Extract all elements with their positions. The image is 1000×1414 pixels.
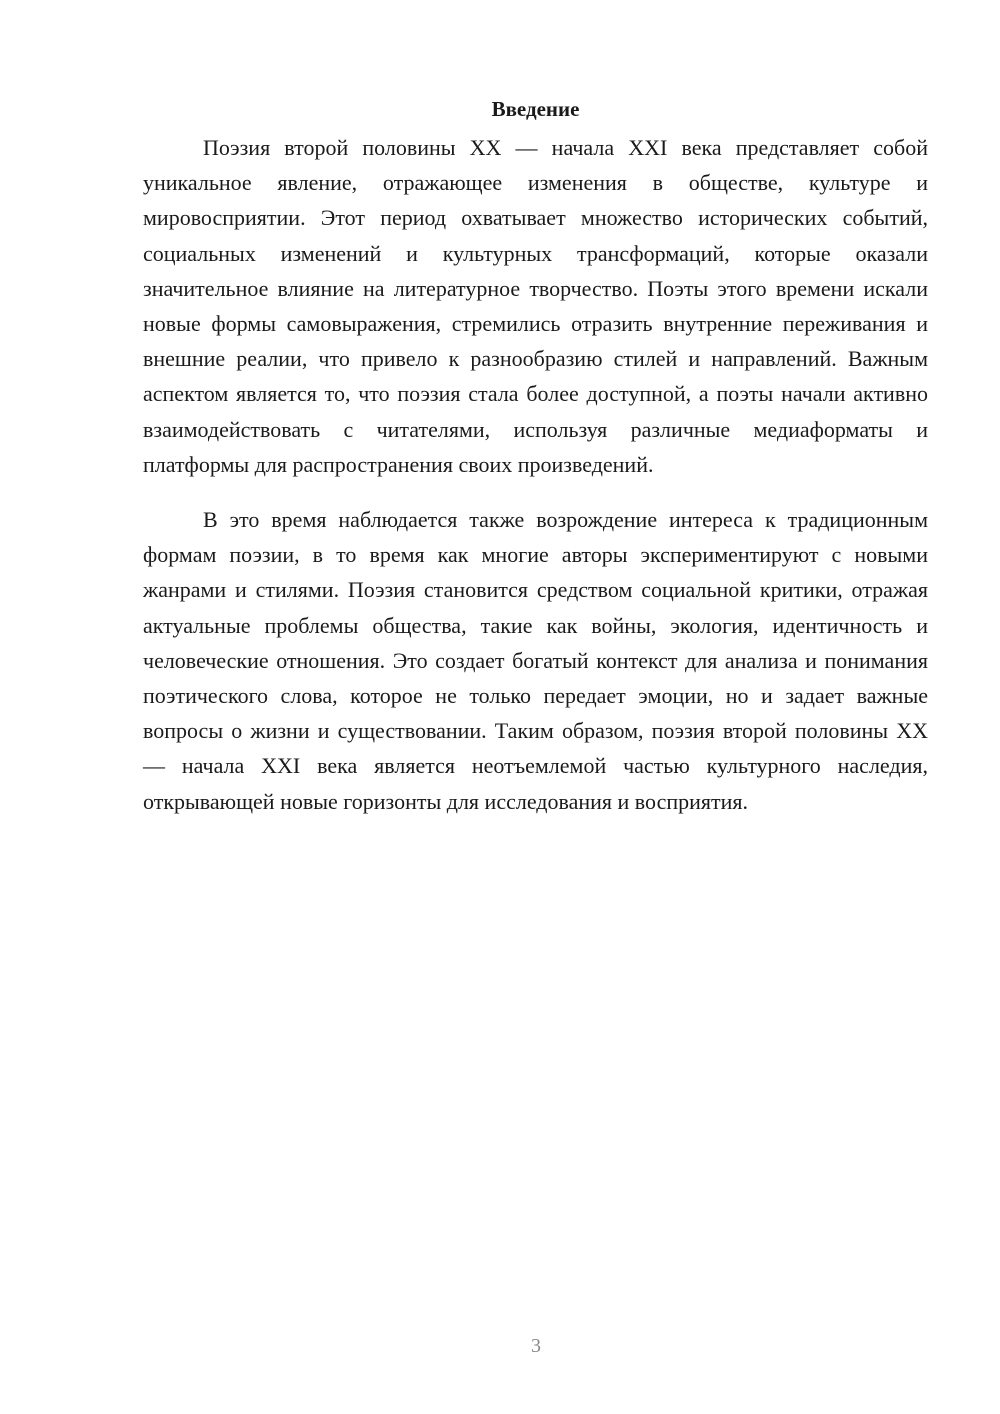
section-heading: Введение [491,97,580,121]
page-number: 3 [531,1335,541,1357]
page-content [143,94,928,819]
paragraph-2: В это время наблюдается также возрождение интереса к традиционным формам поэзии, в то время как многие авторы экспериментируют с новыми жанрами и стилями. Поэзия становится средством социальной критики, отражая актуальные проблемы общества, такие как войны, экология, идентичность и человеческие отношения. Это создает богатый контекст для анализа и понимания поэтического слова, которое не только передает эмоции, но и задает важные вопросы о жизни и существовании. Таким образом, поэзия второй половины XX — начала XXI века является неотъемлемой частью культурного наследия, открывающей новые горизонты для исследования и восприятия. [143,507,928,814]
paragraph-1: Поэзия второй половины XX — начала XXI века представляет собой уникальное явление, отражающее изменения в обществе, культуре и мировосприятии. Этот период охватывает множество исторических событий, социальных изменений и культурных трансформаций, которые оказали значительное влияние на литературное творчество. Поэты этого времени искали новые формы самовыражения, стремились отразить внутренние переживания и внешние реалии, что привело к разнообразию стилей и направлений. Важным аспектом является то, что поэзия стала более доступной, а поэты начали активно взаимодействовать с читателями, используя различные медиаформаты и платформы для распространения своих произведений. [143,135,928,477]
